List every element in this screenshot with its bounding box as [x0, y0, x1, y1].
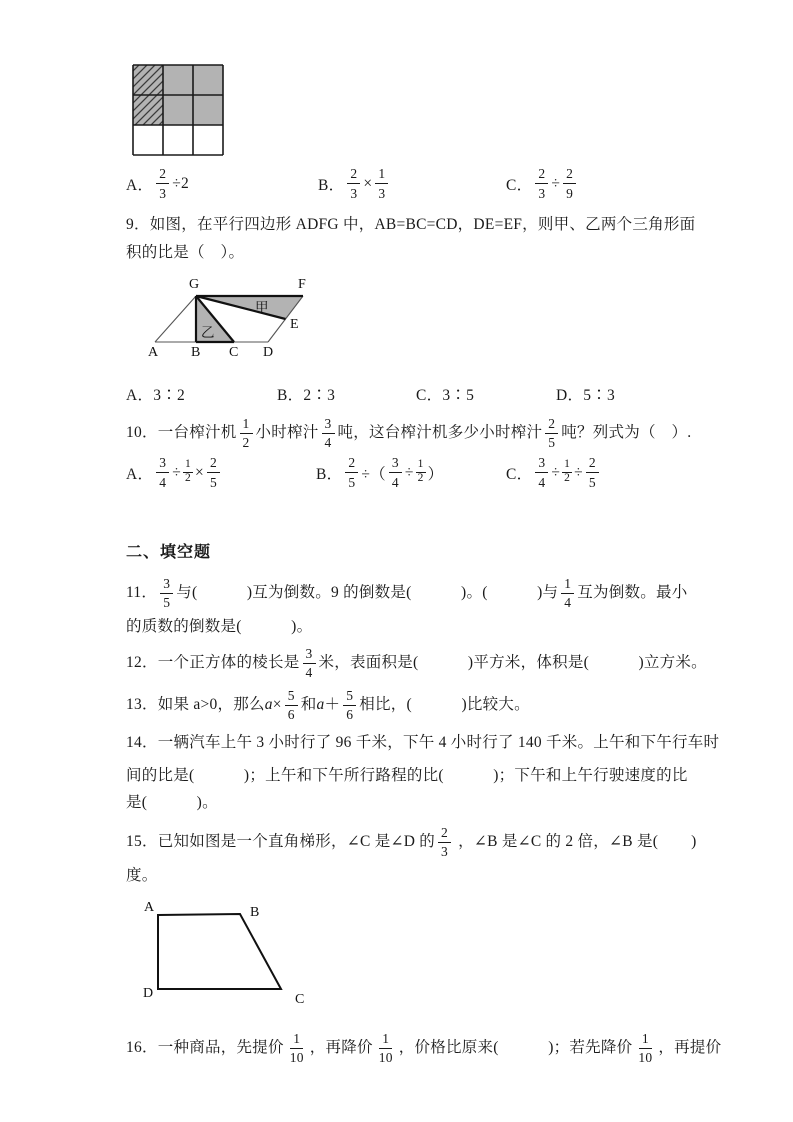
label-a: A	[148, 345, 159, 360]
trapezoid-outline	[158, 914, 281, 989]
label-e: E	[290, 317, 299, 332]
question-10-options	[0, 456, 793, 494]
q8-option-a: A． $\frac{2}{3}$ ÷2	[126, 166, 189, 201]
label-d: D	[263, 345, 274, 360]
q10-option-a: A． $\frac{3}{4}$ ÷ $\frac{1}{2}$ × $\frac{2}{5}$	[126, 456, 223, 489]
label-c: C	[295, 992, 305, 1007]
question-8-options	[0, 167, 793, 205]
question-9-options	[0, 383, 793, 403]
question-15-line-1: 15．已知如图是一个直角梯形，∠C 是∠D 的 $\frac{2}{3}$ ，∠B 是∠C 的 2 倍，∠B 是( )	[126, 824, 697, 859]
q8-option-b: B． $\frac{2}{3}$ × $\frac{1}{3}$	[318, 167, 391, 200]
label-d: D	[143, 986, 154, 1001]
label-a: A	[144, 900, 155, 915]
label-jia: 甲	[255, 300, 269, 315]
label-g: G	[189, 277, 200, 292]
question-9-line-1: 9．如图，在平行四边形 ADFG 中，AB=BC=CD，DE=EF，则甲、乙两个三角形面	[126, 215, 696, 233]
question-11-line-2: 的质数的倒数是( )。	[126, 617, 313, 635]
parallelogram-figure	[138, 274, 328, 366]
question-9-line-2: 积的比是（ ）。	[126, 243, 245, 261]
q10-option-b: B． $\frac{2}{5}$ ÷（ $\frac{3}{4}$ ÷ $\frac{1}{2}$ ）	[316, 455, 444, 490]
question-13-text: 13．如果 a>0，那么 a × $\frac{5}{6}$ 和 a ＋ $\frac{5}{6}$ 相比，( )比较大。	[126, 687, 530, 722]
label-f: F	[298, 277, 306, 292]
label-b: B	[250, 905, 260, 920]
q9-option-a: A．3∶2	[126, 387, 185, 404]
label-c: C	[229, 345, 239, 360]
question-11-line-1: 11． $\frac{3}{5}$ 与( )互为倒数。9 的倒数是( )。( )与 $\frac{1}{4}$ 互为倒数。最小	[126, 575, 688, 610]
question-10-text: 10．一台榨汁机 $\frac{1}{2}$ 小时榨汁 $\frac{3}{4}$ 吨，这台榨汁机多少小时榨汁 $\frac{2}{5}$ 吨？列式为（ ）.	[126, 415, 692, 450]
label-yi: 乙	[201, 325, 215, 340]
label-b: B	[191, 345, 201, 360]
section-2-header: 二、填空题	[126, 544, 212, 562]
question-15-line-2: 度。	[126, 866, 158, 884]
question-16-text: 16．一种商品，先提价 $\frac{1}{10}$ ，再降价 $\frac{1}{10}$ ，价格比原来( )；若先降价 $\frac{1}{10}$ ，再提价	[126, 1030, 722, 1065]
trapezoid-figure	[138, 896, 333, 1011]
q9-option-c: C．3∶5	[416, 387, 475, 404]
fraction-grid-figure	[132, 64, 224, 156]
q8-option-c: C． $\frac{2}{3}$ ÷ $\frac{2}{9}$	[506, 167, 579, 200]
q9-option-b: B．2∶3	[277, 387, 336, 404]
q9-option-d: D．5∶3	[556, 387, 615, 404]
q10-option-c: C． $\frac{3}{4}$ ÷ $\frac{1}{2}$ ÷ $\frac{2}{5}$	[506, 456, 602, 489]
question-12-text: 12．一个正方体的棱长是 $\frac{3}{4}$ 米，表面积是( )平方米，体积是( )立方米。	[126, 645, 707, 680]
question-14-line-2: 间的比是( )；上午和下午所行路程的比( )；下午和上午行驶速度的比	[126, 766, 688, 784]
question-14-line-3: 是( )。	[126, 793, 218, 811]
question-14-line-1: 14．一辆汽车上午 3 小时行了 96 千米，下午 4 小时行了 140 千米。上午和下午行车时	[126, 733, 720, 751]
